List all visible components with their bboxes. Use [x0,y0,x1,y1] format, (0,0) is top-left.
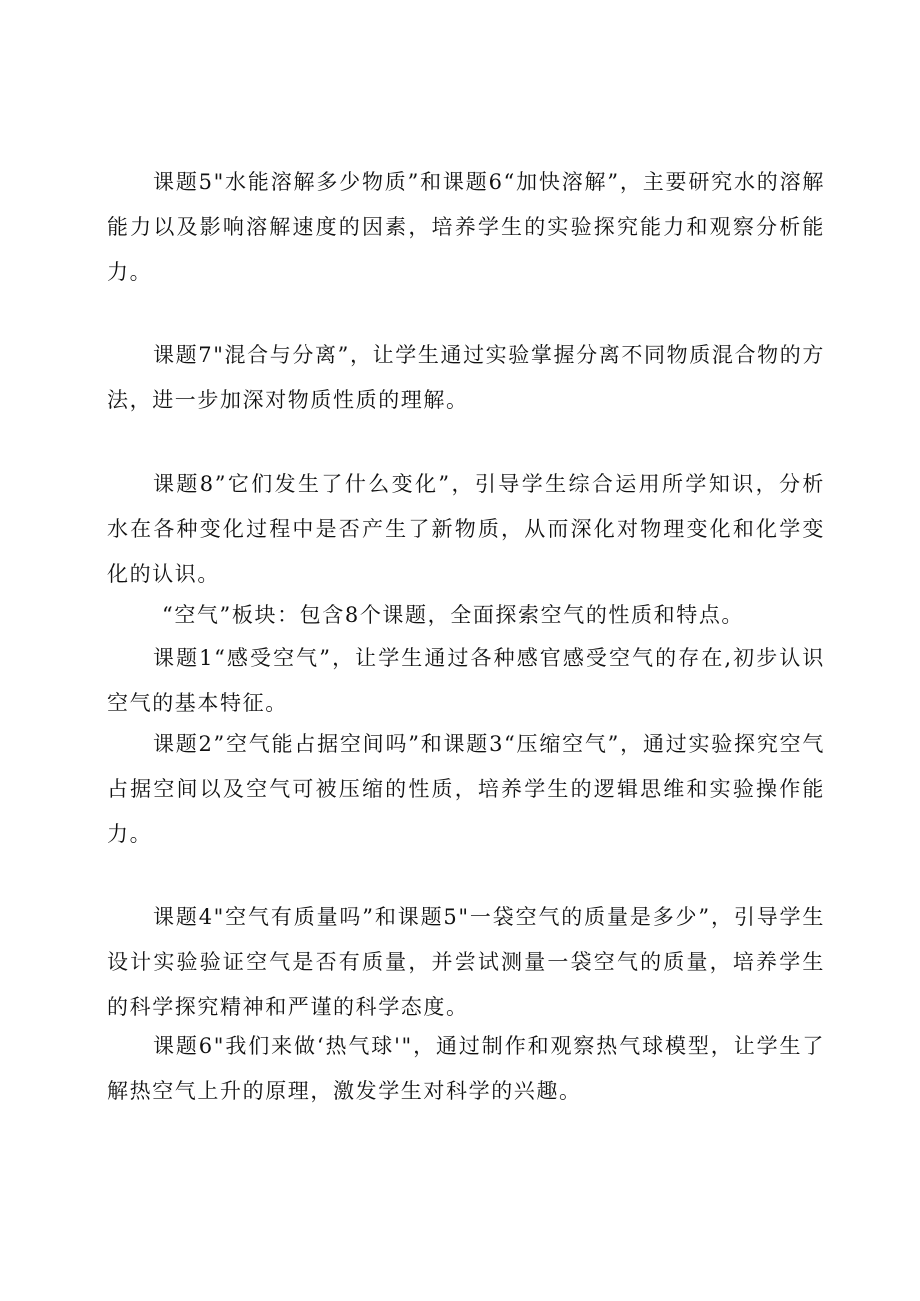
paragraph-lesson-5-6: 课题5"水能溶解多少物质”和课题6“加快溶解”，主要研究水的溶解能力以及影响溶解速度的因素，培养学生的实验探究能力和观察分析能力。 [107,170,825,284]
paragraph-air-section-intro: “空气”板块：包含8个课题，全面探索空气的性质和特点。 [162,603,745,627]
paragraph-lesson-8: 课题8”它们发生了什么变化”，引导学生综合运用所学知识，分析水在各种变化过程中是否产生了新物质，从而深化对物理变化和化学变化的认识。 [107,472,825,586]
paragraph-air-lesson-1: 课题1“感受空气”，让学生通过各种感官感受空气的存在,初步认识空气的基本特征。 [107,646,825,715]
paragraph-air-lesson-4-5: 课题4"空气有质量吗”和课题5"一袋空气的质量是多少”，引导学生设计实验验证空气是否有质量，并尝试测量一袋空气的质量，培养学生的科学探究精神和严谨的科学态度。 [107,905,825,1019]
paragraph-air-lesson-6: 课题6"我们来做‘热气球'"，通过制作和观察热气球模型，让学生了解热空气上升的原理，激发学生对科学的兴趣。 [107,1034,825,1103]
paragraph-air-lesson-2-3: 课题2”空气能占据空间吗”和课题3“压缩空气”，通过实验探究空气占据空间以及空气可被压缩的性质，培养学生的逻辑思维和实验操作能力。 [107,732,825,846]
paragraph-lesson-7: 课题7"混合与分离”，让学生通过实验掌握分离不同物质混合物的方法，进一步加深对物质性质的理解。 [107,343,825,412]
